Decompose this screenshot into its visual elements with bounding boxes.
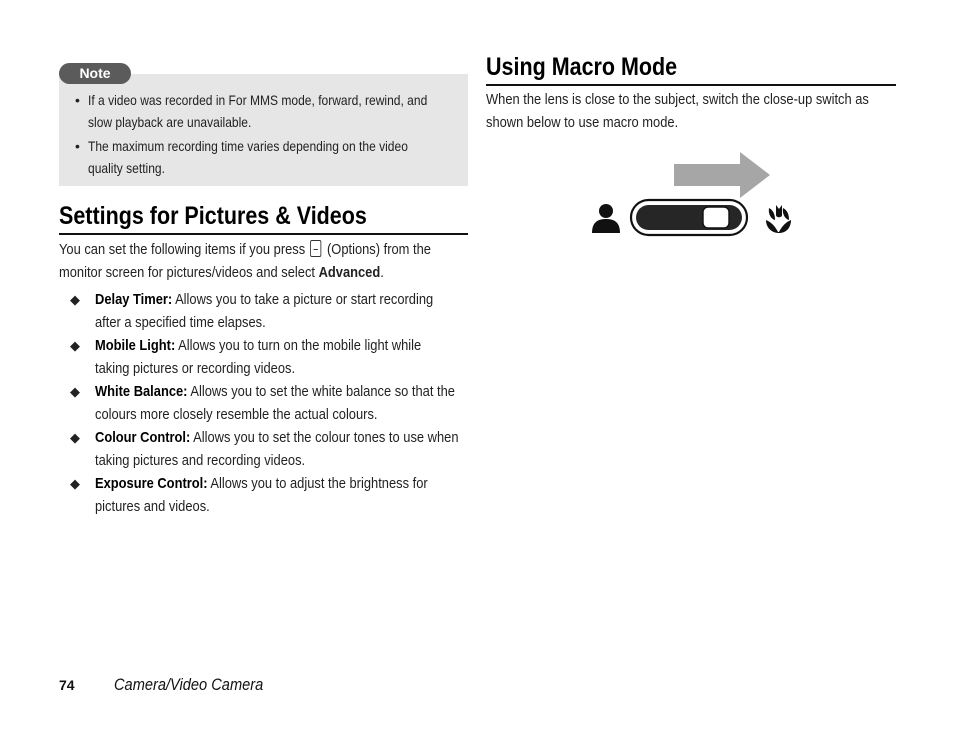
settings-heading: Settings for Pictures & Videos [59, 202, 367, 230]
diamond-bullet-icon: ◆ [70, 476, 80, 491]
macro-heading-rule [486, 84, 896, 86]
diamond-bullet-icon: ◆ [70, 384, 80, 399]
diamond-bullet-icon: ◆ [70, 292, 80, 307]
settings-item-exposure-control: ◆ Exposure Control: Allows you to adjust the brightness for pictures and videos. [70, 472, 482, 518]
macro-description: When the lens is close to the subject, switch the close-up switch as shown below to use macro mode. [486, 91, 869, 131]
note-line: slow playback are unavailable. [88, 114, 252, 130]
diamond-bullet-icon: ◆ [70, 430, 80, 445]
page-number: 74 [59, 677, 75, 693]
settings-item-mobile-light: ◆ Mobile Light: Allows you to turn on the mobile light while taking pictures or recording videos. [70, 334, 474, 380]
settings-heading-rule [59, 233, 468, 235]
note-line: If a video was recorded in For MMS mode, forward, rewind, and [88, 92, 428, 108]
close-up-switch [631, 200, 747, 235]
note-item: • If a video was recorded in For MMS mode, forward, rewind, and slow playback are unavailable. [77, 89, 483, 133]
macro-flower-icon [766, 205, 791, 233]
close-up-switch-illustration [588, 150, 798, 242]
portrait-icon [592, 204, 620, 233]
switch-knob [703, 207, 729, 228]
arrow-right-icon [674, 152, 770, 198]
diamond-bullet-icon: ◆ [70, 338, 80, 353]
note-line: quality setting. [88, 160, 165, 176]
note-tag: Note [59, 63, 131, 84]
note-item: • The maximum recording time varies depending on the video quality setting. [77, 135, 460, 179]
settings-item-delay-timer: ◆ Delay Timer: Allows you to take a picture or start recording after a specified time elapses. [70, 288, 488, 334]
options-key-icon [311, 240, 322, 257]
macro-heading: Using Macro Mode [486, 53, 678, 81]
settings-item-colour-control: ◆ Colour Control: Allows you to set the colour tones to use when taking pictures and recording videos. [70, 426, 518, 472]
note-line: The maximum recording time varies depending on the video [88, 138, 408, 154]
settings-intro: You can set the following items if you press (Options) from the monitor screen for pictures/videos and select Advanced. [59, 241, 431, 281]
note-box [59, 74, 468, 186]
footer-section-title: Camera/Video Camera [114, 675, 264, 694]
settings-item-white-balance: ◆ White Balance: Allows you to set the white balance so that the colours more closely resemble the actual colours. [70, 380, 514, 426]
